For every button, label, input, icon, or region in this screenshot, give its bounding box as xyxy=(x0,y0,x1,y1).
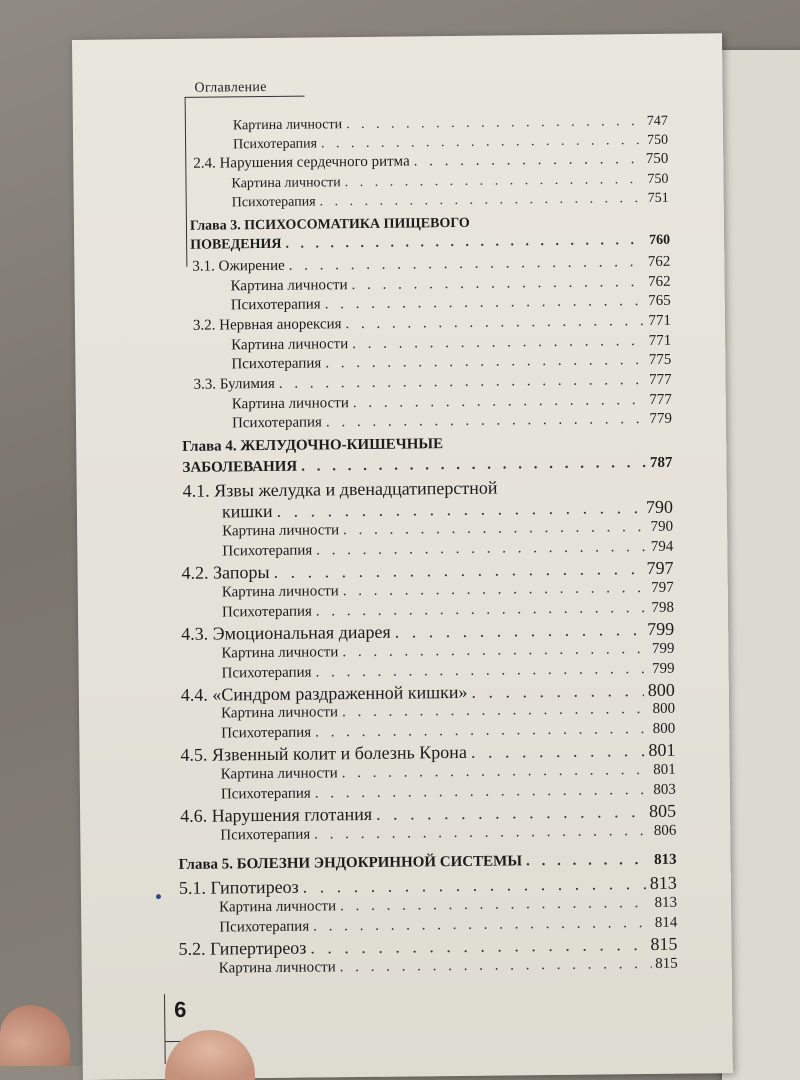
toc-entry: Картина личности . . . 762 xyxy=(231,274,671,296)
toc-entry: Психотерапия . . . 765 xyxy=(231,293,671,315)
toc-entry: Картина личности . . . 813 xyxy=(219,895,677,917)
toc-entry: Картина личности . . . 771 xyxy=(231,333,671,355)
toc-entry: 4.5. Язвенный колит и болезнь Крона . . . 801 xyxy=(180,740,675,766)
toc-entry: Психотерапия . . . 803 xyxy=(221,782,676,804)
book-page xyxy=(72,33,733,1080)
running-header: Оглавление xyxy=(194,79,267,96)
toc-entry: Картина личности . . . 750 xyxy=(231,172,668,193)
toc-entry: 3.1. Ожирение . . . 762 xyxy=(192,254,670,276)
hand xyxy=(0,1005,70,1066)
toc-entry: Психотерапия . . . 800 xyxy=(221,721,675,743)
toc-entry: Картина личности . . . 815 xyxy=(219,956,678,978)
table-of-contents xyxy=(72,33,733,1080)
toc-entry: Психотерапия . . . 750 xyxy=(233,133,668,154)
toc-entry: Картина личности . . . 799 xyxy=(221,641,674,663)
chapter-heading: Глава 4. ЖЕЛУДОЧНО-КИШЕЧНЫЕ xyxy=(182,436,444,455)
toc-entry: Глава 5. БОЛЕЗНИ ЭНДОКРИННОЙ СИСТЕМЫ . . . 813 xyxy=(179,852,677,874)
toc-entry: Картина личности . . . 801 xyxy=(221,762,676,784)
toc-entry: Психотерапия . . . 798 xyxy=(222,600,674,622)
toc-entry: Психотерапия . . . 775 xyxy=(231,352,671,374)
next-page-edge xyxy=(722,50,800,1080)
toc-entry: 4.2. Запоры . . . 797 xyxy=(181,558,673,584)
page-number: 6 xyxy=(174,996,187,1022)
toc-entry: 4.3. Эмоциональная диарея . . . 799 xyxy=(181,619,674,645)
toc-entry: Психотерапия . . . 794 xyxy=(222,539,673,561)
section-heading: 4.1. Язвы желудка и двенадцатиперстной xyxy=(182,477,498,501)
chapter-heading: Глава 3. ПСИХОСОМАТИКА ПИЩЕВОГО xyxy=(189,215,470,234)
toc-entry: Психотерапия . . . 814 xyxy=(219,915,677,937)
toc-entry: Картина личности . . . 797 xyxy=(222,580,674,602)
toc-entry: Психотерапия . . . 806 xyxy=(220,823,676,845)
toc-entry: ПОВЕДЕНИЯ . . . 760 xyxy=(190,233,670,254)
toc-entry: ЗАБОЛЕВАНИЯ . . . 787 xyxy=(182,455,672,477)
toc-entry: 5.1. Гипотиреоз . . . 813 xyxy=(179,873,677,899)
toc-entry: Психотерапия . . . 751 xyxy=(232,191,669,212)
toc-entry: Психотерапия . . . 799 xyxy=(222,661,675,683)
toc-entry: Картина личности . . . 790 xyxy=(222,519,673,541)
toc-entry: 3.3. Булимия . . . 777 xyxy=(194,372,672,394)
toc-entry: Картина личности . . . 747 xyxy=(233,114,668,135)
toc-entry: 4.4. «Синдром раздраженной кишки» . . . 800 xyxy=(181,680,675,706)
toc-entry: 4.6. Нарушения глотания . . . 805 xyxy=(180,801,676,827)
blue-ink-dot xyxy=(156,894,161,899)
toc-entry: Картина личности . . . 777 xyxy=(232,392,672,414)
toc-entry: 2.4. Нарушения сердечного ритма . . . 750 xyxy=(193,151,668,173)
toc-entry: 3.2. Нервная анорексия . . . 771 xyxy=(193,313,671,335)
toc-entry: кишки . . . 790 xyxy=(222,497,673,523)
toc-entry: 5.2. Гипертиреоз . . . 815 xyxy=(178,934,677,960)
toc-entry: Психотерапия . . . 779 xyxy=(232,411,672,433)
toc-entry: Картина личности . . . 800 xyxy=(221,701,675,723)
